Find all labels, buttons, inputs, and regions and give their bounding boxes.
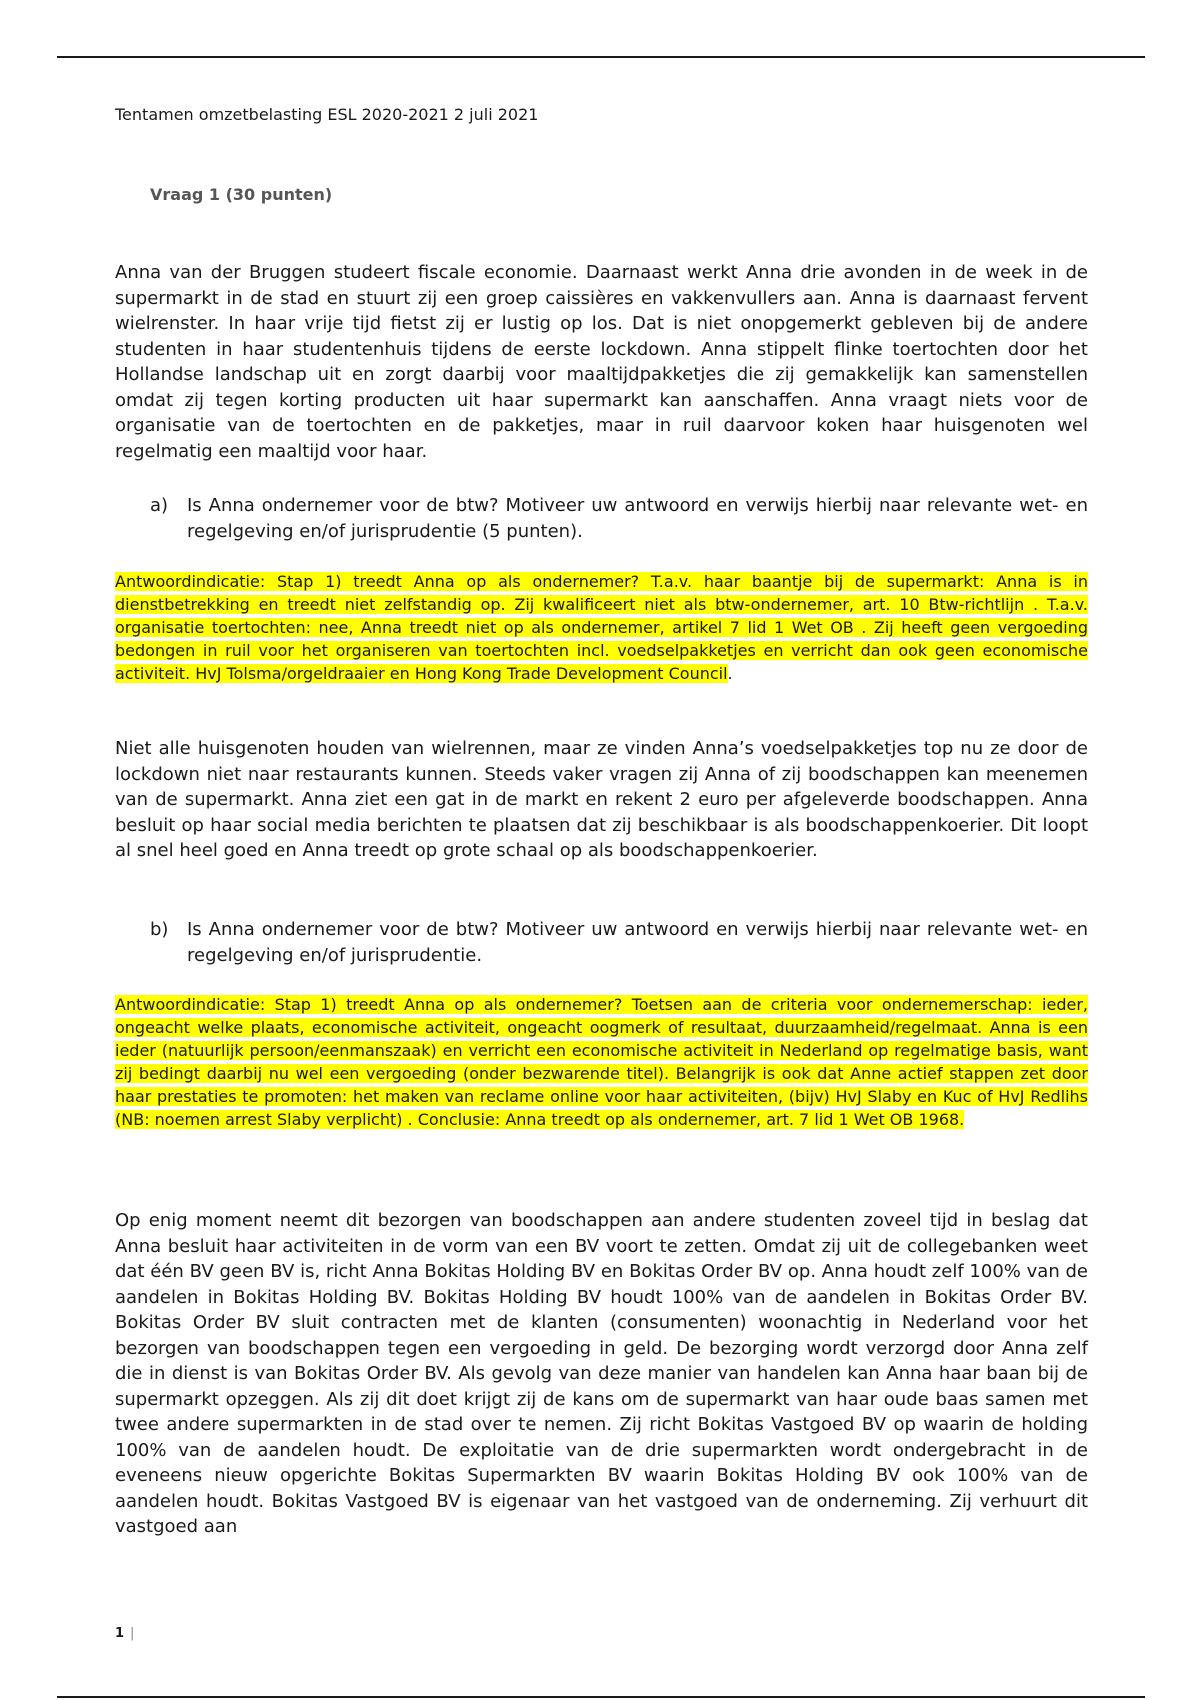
answer-a-suffix: . — [727, 664, 733, 683]
intro-paragraph: Anna van der Bruggen studeert fiscale economie. Daarnaast werkt Anna drie avonden in de week in de supermarkt in de stad en stuurt zij een groep caissières en vakkenvullers aan. Anna is daarnaast fervent wielrenster. In haar vrije tijd fietst zij er lustig op los. Dat is niet onopgemerkt gebleven bij de andere studenten in haar studentenhuis tijdens de eerste lockdown. Anna stippelt flinke toertochten door het Hollandse landschap uit en zorgt daarbij voor maaltijdpakketjes die zij gemakkelijk kan samenstellen omdat zij tegen korting producten uit haar supermarkt kan aanschaffen. Anna vraagt niets voor de organisatie van de toertochten en de pakketjes, maar in ruil daarvoor koken haar huisgenoten wel regelmatig een maaltijd voor haar. — [115, 262, 1088, 462]
middle-paragraph: Niet alle huisgenoten houden van wielrennen, maar ze vinden Anna’s voedselpakketjes top nu ze door de lockdown niet naar restaurants kunnen. Steeds vaker vragen zij Anna of zij boodschappen kan meenemen van de supermarkt. Anna ziet een gat in de markt en rekent 2 euro per afgeleverde boodschappen. Anna besluit op haar social media berichten te plaatsen dat zij beschikbaar is als boodschappenkoerier. Dit loopt al snel heel goed en Anna treedt op grote schaal op als boodschappenkoerier. — [115, 738, 1088, 861]
final-paragraph: Op enig moment neemt dit bezorgen van boodschappen aan andere studenten zoveel tijd in beslag dat Anna besluit haar activiteiten in de vorm van een BV voort te zetten. Omdat zij uit de collegebanken weet dat één BV geen BV is, richt Anna Bokitas Holding BV en Bokitas Order BV op. Anna houdt zelf 100% van de aandelen in Bokitas Holding BV. Bokitas Holding BV houdt 100% van de aandelen in Bokitas Order BV. Bokitas Order BV sluit contracten met de klanten (consumenten) woonachtig in Nederland voor het bezorgen van boodschappen tegen een vergoeding in geld. De bezorging wordt verzorgd door Anna zelf die in dienst is van Bokitas Order BV. Als gevolg van deze manier van handelen kan Anna haar baan bij de supermarkt opzeggen. Als zij dit doet krijgt zij de kans om de supermarkt van haar oude baas samen met twee andere supermarkten in de stad over te nemen. Zij richt Bokitas Vastgoed BV op waarin de holding 100% van de aandelen houdt. De exploitatie van de drie supermarkten wordt ondergebracht in de eveneens nieuw opgerichte Bokitas Supermarkten BV waarin Bokitas Holding BV ook 100% van de aandelen houdt. Bokitas Vastgoed BV is eigenaar van het vastgoed van de onderneming. Zij verhuurt dit vastgoed aan — [115, 1210, 1088, 1537]
answer-a — [115, 570, 1088, 685]
answer-b — [115, 993, 1088, 1131]
header-rule — [57, 56, 1145, 58]
page-number-separator: | — [130, 1626, 135, 1641]
footer-rule — [57, 1696, 1145, 1698]
answer-b-highlight: Antwoordindicatie: Stap 1) treedt Anna op als ondernemer? Toetsen aan de criteria voor ondernemerschap: ieder, ongeacht welke plaats, economische activiteit, ongeacht oogmerk of resultaat, duurzaamheid/regelmaat. Anna is een ieder (natuurlijk persoon/eenmanszaak) en verricht een economische activiteit in Nederland op regelmatige basis, want zij bedingt daarbij nu wel een vergoeding (onder bezwarende titel). Belangrijk is ook dat Anne actief stappen zet door haar prestaties te promoten: het maken van reclame online voor haar activiteiten, (bijv) HvJ Slaby en Kuc of HvJ Redlihs (NB: noemen arrest Slaby verplicht) . Conclusie: Anna treedt op als ondernemer, art. 7 lid 1 Wet OB 1968. — [115, 995, 1088, 1129]
page-number — [115, 1626, 134, 1641]
question-b-text: Is Anna ondernemer voor de btw? Motiveer uw antwoord en verwijs hierbij naar relevante wet- en regelgeving en/of jurisprudentie. — [187, 919, 1088, 966]
question-a-label: a) — [150, 495, 169, 516]
question-a-text: Is Anna ondernemer voor de btw? Motiveer uw antwoord en verwijs hierbij naar relevante wet- en regelgeving en/of jurisprudentie (5 punten). — [187, 495, 1088, 542]
answer-a-highlight: Antwoordindicatie: Stap 1) treedt Anna op als ondernemer? T.a.v. haar baantje bij de supermarkt: Anna is in dienstbetrekking en treedt niet zelfstandig op. Zij kwalificeert niet als btw-ondernemer, art. 10 Btw-richtlijn . T.a.v. organisatie toertochten: nee, Anna treedt niet op als ondernemer, artikel 7 lid 1 Wet OB . Zij heeft geen vergoeding bedongen in ruil voor het organiseren van toertochten incl. voedselpakketjes en verricht dan ook geen economische activiteit. HvJ Tolsma/orgeldraaier en Hong Kong Trade Development Council — [115, 572, 1088, 683]
question-b — [150, 917, 1088, 969]
question-a — [150, 493, 1088, 545]
page-number-value: 1 — [115, 1626, 125, 1641]
question-heading: Vraag 1 (30 punten) — [150, 185, 333, 204]
document-header-title: Tentamen omzetbelasting ESL 2020-2021 2 juli 2021 — [115, 105, 539, 124]
question-b-label: b) — [150, 919, 169, 940]
